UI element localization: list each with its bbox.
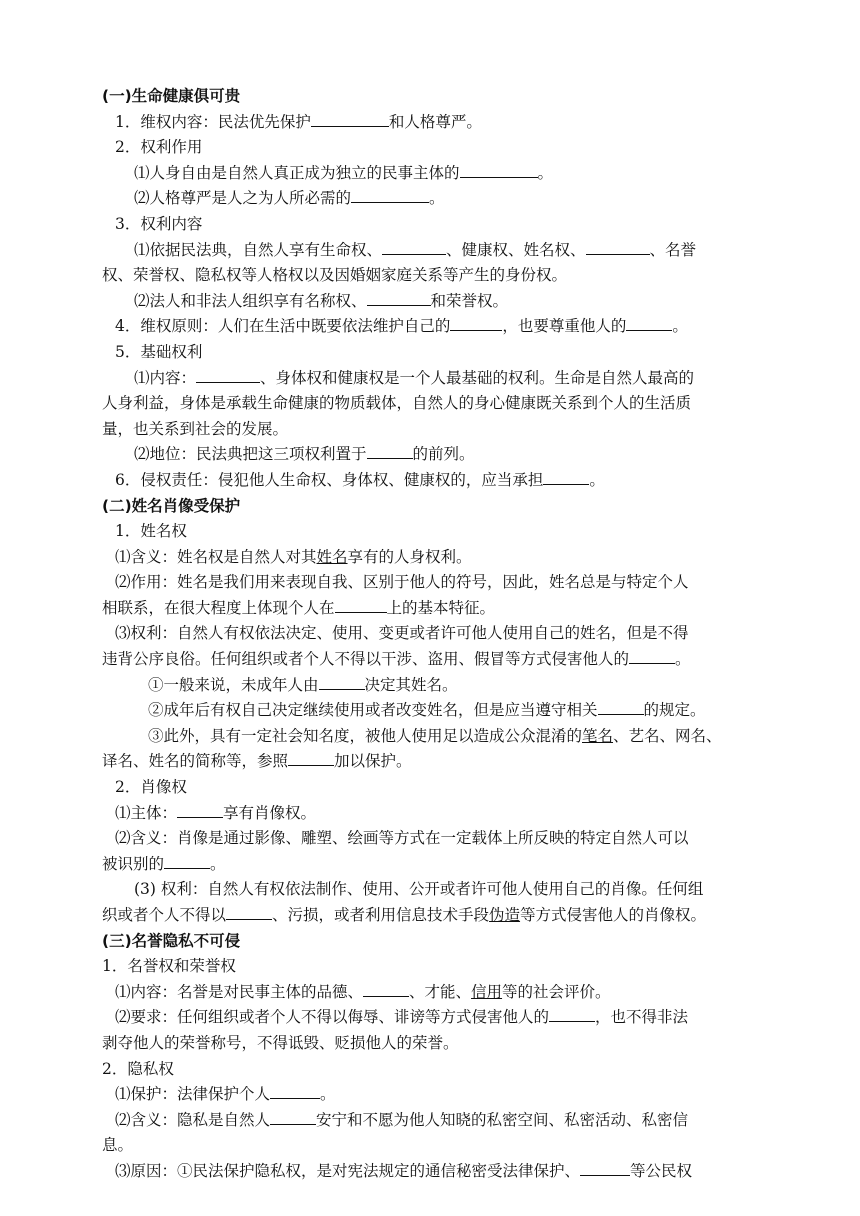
paragraph <box>102 161 768 187</box>
paragraph <box>102 596 768 622</box>
paragraph: ⑶权利：自然人有权依法决定、使用、变更或者许可他人使用自己的姓名，但是不得 <box>115 624 689 643</box>
text: 、健康权、姓名权、 <box>446 240 586 259</box>
text: 译名、姓名的简称等，参照 <box>102 752 289 771</box>
paragraph <box>102 468 768 494</box>
fill-blank[interactable] <box>226 903 272 920</box>
subheading: 1．姓名权 <box>115 522 187 541</box>
text: 织或者个人不得以 <box>102 906 227 924</box>
fill-blank[interactable] <box>270 1082 320 1099</box>
underlined-text: 信用 <box>471 982 503 1001</box>
text: ③此外，具有一定社会知名度，被他人使用足以造成公众混淆的 <box>148 726 583 745</box>
text: 等的社会评价。 <box>502 982 611 1001</box>
text: ⑴依据民法典，自然人享有生命权、 <box>134 240 383 259</box>
subheading: 2．权利作用 <box>115 138 203 157</box>
paragraph <box>102 238 768 264</box>
fill-blank[interactable] <box>460 161 538 178</box>
paragraph: 量，也关系到社会的发展。 <box>102 419 289 438</box>
fill-blank[interactable] <box>598 698 644 715</box>
underlined-text: 伪造 <box>489 906 521 924</box>
fill-blank[interactable] <box>367 442 413 459</box>
text: 等方式侵害他人的肖像权。 <box>520 906 707 924</box>
text: ⑴主体： <box>115 803 178 822</box>
text: 、污损，或者利用信息技术手段 <box>272 906 490 924</box>
text: ⑵含义：隐私是自然人 <box>115 1110 271 1129</box>
text: 的前列。 <box>412 445 475 464</box>
paragraph: 人身利益，身体是承载生命健康的物质载体，自然人的身心健康既关系到个人的生活质 <box>102 394 692 413</box>
fill-blank[interactable] <box>196 366 260 383</box>
paragraph <box>102 749 768 775</box>
paragraph <box>102 903 768 929</box>
fill-blank[interactable] <box>586 238 650 255</box>
subheading: 2．隐私权 <box>102 1059 174 1078</box>
text: ⑴含义：姓名权是自然人对其 <box>115 547 317 566</box>
text: 和人格尊严。 <box>388 112 482 131</box>
text: 、身体权和健康权是一个人最基础的权利。生命是自然人最高的 <box>260 368 695 387</box>
paragraph <box>102 673 768 699</box>
text: 相联系，在很大程度上体现个人在 <box>102 598 335 617</box>
fill-blank[interactable] <box>382 238 446 255</box>
text: 6．侵权责任：侵犯他人生命权、身体权、健康权的，应当承担 <box>115 470 544 489</box>
text: 。 <box>672 317 688 336</box>
text: 和荣誉权。 <box>430 291 509 310</box>
fill-blank[interactable] <box>288 749 334 766</box>
fill-blank[interactable] <box>580 1159 630 1176</box>
paragraph <box>102 1108 768 1134</box>
subheading: 2．肖像权 <box>115 778 187 797</box>
fill-blank[interactable] <box>311 110 389 127</box>
paragraph: 剥夺他人的荣誉称号，不得诋毁、贬损他人的荣誉。 <box>102 1033 459 1052</box>
paragraph <box>102 1159 768 1185</box>
text: 的规定。 <box>643 701 706 720</box>
text: ⑵要求：任何组织或者个人不得以侮辱、诽谤等方式侵害他人的 <box>115 1008 550 1027</box>
fill-blank[interactable] <box>270 1108 316 1125</box>
text: 4．维权原则：人们在生活中既要依法维护自己的 <box>115 317 451 336</box>
text: 。 <box>589 470 605 489</box>
paragraph: ⑵作用：姓名是我们用来表现自我、区别于他人的符号，因此，姓名总是与特定个人 <box>115 573 689 592</box>
fill-blank[interactable] <box>626 314 672 331</box>
section-heading-2: (二)姓名肖像受保护 <box>102 496 241 515</box>
text: 、艺名、网名、 <box>613 726 722 745</box>
text: ，也要尊重他人的 <box>502 317 627 336</box>
paragraph <box>102 442 768 468</box>
fill-blank[interactable] <box>543 468 589 485</box>
fill-blank[interactable] <box>319 673 365 690</box>
text: 、名誉 <box>649 240 697 259</box>
fill-blank[interactable] <box>351 186 429 203</box>
paragraph <box>102 698 768 724</box>
text: ②成年后有权自己决定继续使用或者改变姓名，但是应当遵守相关 <box>148 701 598 720</box>
paragraph <box>102 110 768 136</box>
paragraph <box>102 186 768 212</box>
fill-blank[interactable] <box>164 852 210 869</box>
text: 等公民权 <box>630 1161 693 1180</box>
paragraph: (3) 权利：自然人有权依法制作、使用、公开或者许可他人使用自己的肖像。任何组 <box>134 880 704 899</box>
paragraph <box>102 852 768 878</box>
fill-blank[interactable] <box>335 596 387 613</box>
paragraph <box>102 724 768 750</box>
section-heading-3: (三)名誉隐私不可侵 <box>102 931 241 950</box>
text: ⑴保护：法律保护个人 <box>115 1085 271 1104</box>
text: 上的基本特征。 <box>386 598 496 617</box>
underlined-text: 笔名 <box>582 726 614 745</box>
text: 被识别的 <box>102 854 165 873</box>
text: 享有的人身权利。 <box>347 547 472 566</box>
text: ①一般来说，未成年人由 <box>148 675 319 694</box>
text: 、才能、 <box>409 982 472 1001</box>
text: ⑴内容： <box>134 368 197 387</box>
text: ⑵地位：民法典把这三项权利置于 <box>134 445 367 464</box>
text: ，也不得非法 <box>595 1008 689 1027</box>
fill-blank[interactable] <box>549 1005 595 1022</box>
text: ⑶原因：①民法保护隐私权，是对宪法规定的通信秘密受法律保护、 <box>115 1161 581 1180</box>
paragraph <box>102 647 768 673</box>
paragraph <box>102 314 768 340</box>
section-heading-1: (一)生命健康俱可贵 <box>102 87 241 105</box>
paragraph: ⑵含义：肖像是通过影像、雕塑、绘画等方式在一定载体上所反映的特定自然人可以 <box>115 829 689 848</box>
fill-blank[interactable] <box>367 289 431 306</box>
fill-blank[interactable] <box>177 801 223 818</box>
text: 安宁和不愿为他人知晓的私密空间、私密活动、私密信 <box>316 1110 689 1129</box>
text: 。 <box>320 1085 336 1104</box>
text: 加以保护。 <box>334 752 412 771</box>
paragraph <box>102 366 768 392</box>
text: 享有肖像权。 <box>223 803 317 822</box>
paragraph <box>102 1082 768 1108</box>
paragraph <box>102 545 768 571</box>
paragraph: 权、荣誉权、隐私权等人格权以及因婚姻家庭关系等产生的身份权。 <box>102 266 568 285</box>
text: 。 <box>537 163 554 182</box>
subheading: 5．基础权利 <box>115 342 203 361</box>
subheading: 3．权利内容 <box>115 214 203 233</box>
text: 违背公序良俗。任何组织或者个人不得以干涉、盗用、假冒等方式侵害他人的 <box>102 650 630 669</box>
underlined-text: 姓名 <box>316 547 348 566</box>
text: ⑵人格尊严是人之为人所必需的 <box>134 189 352 208</box>
paragraph <box>102 980 768 1006</box>
fill-blank[interactable] <box>363 980 409 997</box>
paragraph <box>102 289 768 315</box>
text: 。 <box>429 189 445 208</box>
subheading: 1．名誉权和荣誉权 <box>102 957 236 976</box>
text: ⑴人身自由是自然人真正成为独立的民事主体的 <box>134 163 460 182</box>
text: ⑵法人和非法人组织享有名称权、 <box>134 291 367 310</box>
text: 1．维权内容：民法优先保护 <box>115 112 311 131</box>
text: 。 <box>675 650 691 669</box>
text: 。 <box>210 854 226 873</box>
paragraph: 息。 <box>102 1136 134 1155</box>
text: 决定其姓名。 <box>364 675 458 694</box>
paragraph <box>102 1005 768 1031</box>
paragraph <box>102 801 768 827</box>
fill-blank[interactable] <box>629 647 675 664</box>
fill-blank[interactable] <box>450 314 502 331</box>
text: ⑴内容：名誉是对民事主体的品德、 <box>115 982 364 1001</box>
